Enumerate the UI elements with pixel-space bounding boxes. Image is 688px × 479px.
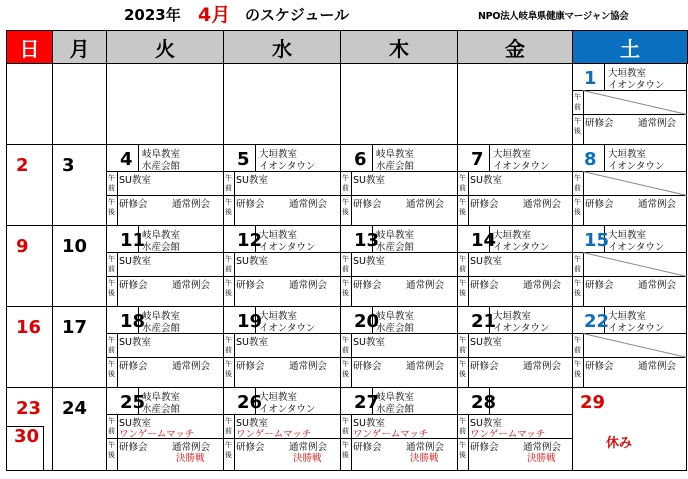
kenshu-label: 研修会 — [585, 118, 614, 129]
grid-line — [117, 414, 118, 471]
kenshu-label: 研修会 — [585, 280, 614, 291]
reikai-label: 通常例会 — [406, 361, 445, 372]
am-label: 午 — [459, 336, 466, 344]
grid-line — [6, 225, 687, 226]
final-match: 決勝戦 — [176, 453, 205, 464]
grid-line — [223, 64, 224, 471]
reikai-label: 通常例会 — [406, 442, 445, 453]
kenshu-label: 研修会 — [119, 442, 148, 453]
venue-location: イオンタウン — [259, 242, 316, 253]
day-number: 10 — [62, 236, 88, 257]
holiday-label: 休み — [606, 436, 633, 451]
pm-label: 午 — [225, 198, 232, 206]
strike-line — [583, 252, 687, 277]
grid-line — [340, 64, 341, 471]
pm-label: 後 — [459, 451, 466, 459]
pm-label: 後 — [225, 370, 232, 378]
su-class: SU教室 — [353, 256, 385, 267]
grid-line — [234, 252, 235, 307]
kenshu-label: 研修会 — [353, 280, 382, 291]
am-label: 前 — [108, 346, 115, 354]
grid-line — [351, 414, 352, 471]
su-class: SU教室 — [353, 175, 385, 186]
am-label: 前 — [574, 103, 581, 111]
day-number: 11 — [120, 230, 146, 251]
kenshu-label: 研修会 — [119, 280, 148, 291]
am-label: 前 — [459, 265, 466, 273]
venue-name: 大垣教室 — [493, 230, 532, 241]
day-number: 12 — [237, 230, 263, 251]
reikai-label: 通常例会 — [523, 442, 562, 453]
weekday-header-thu: 木 — [340, 30, 458, 64]
venue-location: イオンタウン — [493, 161, 550, 172]
pm-label: 午 — [459, 279, 466, 287]
kenshu-label: 研修会 — [470, 199, 499, 210]
reikai-label: 通常例会 — [172, 361, 211, 372]
reikai-label: 通常例会 — [172, 199, 211, 210]
reikai-label: 通常例会 — [523, 199, 562, 210]
weekday-header-tue: 火 — [106, 30, 224, 64]
strike-line — [583, 333, 687, 358]
day-number: 19 — [237, 311, 263, 332]
am-label: 前 — [225, 265, 232, 273]
su-class: SU教室 — [470, 418, 502, 429]
kenshu-label: 研修会 — [236, 361, 265, 372]
grid-line — [604, 64, 605, 90]
grid-line — [686, 64, 687, 471]
am-label: 前 — [342, 427, 349, 435]
pm-label: 午 — [574, 117, 581, 125]
venue-location: イオンタウン — [608, 242, 665, 253]
am-label: 前 — [342, 184, 349, 192]
venue-location: イオンタウン — [608, 323, 665, 334]
one-game-match: ワンゲームマッチ — [470, 429, 546, 440]
day-number: 6 — [354, 149, 367, 170]
one-game-match: ワンゲームマッチ — [353, 429, 429, 440]
reikai-label: 通常例会 — [172, 280, 211, 291]
pm-label: 後 — [108, 208, 115, 216]
am-label: 前 — [225, 346, 232, 354]
su-class: SU教室 — [236, 418, 268, 429]
am-label: 前 — [459, 427, 466, 435]
venue-name: 大垣教室 — [493, 149, 532, 160]
venue-location: イオンタウン — [608, 80, 665, 91]
final-match: 決勝戦 — [527, 453, 556, 464]
pm-label: 午 — [342, 279, 349, 287]
grid-line — [234, 171, 235, 226]
grid-line — [583, 90, 584, 145]
pm-label: 午 — [459, 198, 466, 206]
am-label: 午 — [225, 417, 232, 425]
venue-name: 大垣教室 — [493, 311, 532, 322]
reikai-label: 通常例会 — [638, 199, 677, 210]
reikai-label: 通常例会 — [406, 280, 445, 291]
venue-location: 水産会館 — [376, 323, 415, 334]
day-number: 30 — [14, 426, 40, 447]
day-number: 24 — [62, 398, 88, 419]
pm-label: 後 — [108, 370, 115, 378]
am-label: 午 — [108, 174, 115, 182]
am-label: 午 — [342, 174, 349, 182]
venue-name: 岐阜教室 — [376, 230, 415, 241]
venue-location: 水産会館 — [142, 404, 181, 415]
pm-label: 後 — [342, 370, 349, 378]
pm-label: 午 — [342, 441, 349, 449]
su-class: SU教室 — [119, 337, 151, 348]
am-label: 前 — [574, 184, 581, 192]
am-label: 午 — [574, 174, 581, 182]
pm-label: 後 — [574, 127, 581, 135]
venue-name: 岐阜教室 — [142, 230, 181, 241]
kenshu-label: 研修会 — [585, 199, 614, 210]
pm-label: 午 — [342, 198, 349, 206]
day-number: 25 — [120, 392, 146, 413]
kenshu-label: 研修会 — [236, 442, 265, 453]
su-class: SU教室 — [236, 175, 268, 186]
day-number: 23 — [16, 398, 42, 419]
weekday-header-sat: 土 — [572, 30, 688, 64]
grid-line — [255, 145, 256, 171]
pm-label: 午 — [225, 279, 232, 287]
kenshu-label: 研修会 — [470, 361, 499, 372]
grid-line — [6, 144, 687, 145]
day-number: 14 — [471, 230, 497, 251]
weekday-header-wed: 水 — [223, 30, 341, 64]
grid-line — [583, 333, 584, 388]
pm-label: 後 — [225, 289, 232, 297]
venue-location: 水産会館 — [376, 161, 415, 172]
su-class: SU教室 — [236, 337, 268, 348]
am-label: 午 — [108, 336, 115, 344]
day-number: 20 — [354, 311, 380, 332]
am-label: 前 — [574, 346, 581, 354]
kenshu-label: 研修会 — [119, 199, 148, 210]
kenshu-label: 研修会 — [353, 199, 382, 210]
venue-location: 水産会館 — [142, 161, 181, 172]
grid-line — [6, 306, 687, 307]
venue-location: イオンタウン — [493, 323, 550, 334]
am-label: 前 — [459, 346, 466, 354]
am-label: 午 — [574, 93, 581, 101]
pm-label: 午 — [574, 279, 581, 287]
grid-line — [583, 252, 584, 307]
venue-name: 大垣教室 — [259, 230, 298, 241]
reikai-label: 通常例会 — [289, 442, 328, 453]
schedule-title: のスケジュール — [245, 6, 350, 24]
pm-label: 後 — [225, 208, 232, 216]
grid-line — [468, 333, 469, 388]
pm-label: 後 — [108, 289, 115, 297]
one-game-match: ワンゲームマッチ — [236, 429, 312, 440]
venue-location: イオンタウン — [493, 242, 550, 253]
am-label: 午 — [574, 336, 581, 344]
pm-label: 午 — [108, 279, 115, 287]
grid-line — [468, 414, 469, 471]
reikai-label: 通常例会 — [289, 280, 328, 291]
kenshu-label: 研修会 — [236, 199, 265, 210]
calendar-year: 2023年 — [124, 6, 181, 24]
day-number: 28 — [471, 392, 497, 413]
venue-name: 岐阜教室 — [142, 149, 181, 160]
pm-label: 後 — [108, 451, 115, 459]
pm-label: 午 — [108, 198, 115, 206]
grid-line — [583, 171, 584, 226]
reikai-label: 通常例会 — [289, 361, 328, 372]
day-number: 27 — [354, 392, 380, 413]
am-label: 午 — [108, 255, 115, 263]
venue-name: 大垣教室 — [608, 149, 647, 160]
pm-label: 午 — [459, 441, 466, 449]
grid-line — [468, 252, 469, 307]
venue-location: 水産会館 — [142, 323, 181, 334]
day-number: 21 — [471, 311, 497, 332]
venue-location: イオンタウン — [608, 161, 665, 172]
calendar-month: 4月 — [198, 4, 231, 26]
one-game-match: ワンゲームマッチ — [119, 429, 195, 440]
am-label: 午 — [225, 255, 232, 263]
venue-location: イオンタウン — [259, 323, 316, 334]
su-class: SU教室 — [470, 337, 502, 348]
venue-name: 岐阜教室 — [142, 311, 181, 322]
grid-line — [43, 426, 44, 471]
final-match: 決勝戦 — [293, 453, 322, 464]
reikai-label: 通常例会 — [172, 442, 211, 453]
day-number: 3 — [62, 155, 75, 176]
am-label: 午 — [342, 336, 349, 344]
grid-line — [372, 145, 373, 171]
pm-label: 午 — [459, 360, 466, 368]
venue-name: 大垣教室 — [259, 311, 298, 322]
grid-line — [106, 64, 107, 471]
reikai-label: 通常例会 — [289, 199, 328, 210]
am-label: 前 — [225, 427, 232, 435]
grid-line — [117, 171, 118, 226]
grid-line — [457, 64, 458, 471]
pm-label: 後 — [459, 289, 466, 297]
pm-label: 後 — [342, 451, 349, 459]
grid-line — [234, 414, 235, 471]
grid-line — [117, 333, 118, 388]
su-class: SU教室 — [119, 256, 151, 267]
strike-line — [583, 171, 687, 196]
reikai-label: 通常例会 — [638, 280, 677, 291]
am-label: 前 — [342, 346, 349, 354]
weekday-header-sun: 日 — [6, 30, 53, 64]
grid-line — [52, 64, 53, 471]
pm-label: 後 — [342, 208, 349, 216]
su-class: SU教室 — [236, 256, 268, 267]
am-label: 午 — [459, 255, 466, 263]
pm-label: 後 — [574, 370, 581, 378]
day-number: 9 — [16, 236, 29, 257]
kenshu-label: 研修会 — [470, 280, 499, 291]
pm-label: 午 — [574, 198, 581, 206]
am-label: 午 — [108, 417, 115, 425]
am-label: 前 — [108, 427, 115, 435]
day-number: 13 — [354, 230, 380, 251]
kenshu-label: 研修会 — [353, 361, 382, 372]
pm-label: 午 — [225, 441, 232, 449]
day-number: 1 — [584, 68, 597, 89]
reikai-label: 通常例会 — [638, 361, 677, 372]
su-class: SU教室 — [119, 175, 151, 186]
am-label: 午 — [225, 336, 232, 344]
venue-name: 大垣教室 — [259, 392, 298, 403]
day-number: 4 — [120, 149, 133, 170]
venue-name: 岐阜教室 — [376, 149, 415, 160]
kenshu-label: 研修会 — [236, 280, 265, 291]
am-label: 前 — [459, 184, 466, 192]
day-number: 5 — [237, 149, 250, 170]
pm-label: 後 — [342, 289, 349, 297]
weekday-header-mon: 月 — [52, 30, 107, 64]
weekday-header-fri: 金 — [457, 30, 573, 64]
pm-label: 後 — [574, 289, 581, 297]
grid-line — [572, 64, 573, 471]
am-label: 前 — [225, 184, 232, 192]
grid-line — [351, 171, 352, 226]
pm-label: 後 — [225, 451, 232, 459]
venue-location: 水産会館 — [142, 242, 181, 253]
kenshu-label: 研修会 — [470, 442, 499, 453]
strike-line — [583, 90, 687, 115]
am-label: 午 — [574, 255, 581, 263]
kenshu-label: 研修会 — [585, 361, 614, 372]
am-label: 前 — [574, 265, 581, 273]
day-number: 29 — [580, 392, 606, 413]
venue-name: 岐阜教室 — [376, 311, 415, 322]
grid-line — [234, 333, 235, 388]
pm-label: 午 — [342, 360, 349, 368]
kenshu-label: 研修会 — [119, 361, 148, 372]
day-number: 7 — [471, 149, 484, 170]
pm-label: 午 — [108, 441, 115, 449]
grid-line — [489, 145, 490, 171]
day-number: 16 — [16, 317, 42, 338]
venue-name: 大垣教室 — [608, 68, 647, 79]
pm-label: 後 — [459, 370, 466, 378]
grid-line — [6, 64, 7, 471]
am-label: 午 — [342, 255, 349, 263]
pm-label: 午 — [574, 360, 581, 368]
reikai-label: 通常例会 — [523, 361, 562, 372]
day-number: 15 — [584, 230, 610, 251]
am-label: 前 — [342, 265, 349, 273]
day-number: 8 — [584, 149, 597, 170]
grid-line — [468, 171, 469, 226]
venue-location: 水産会館 — [376, 404, 415, 415]
pm-label: 午 — [108, 360, 115, 368]
am-label: 午 — [342, 417, 349, 425]
grid-line — [117, 252, 118, 307]
venue-name: 岐阜教室 — [142, 392, 181, 403]
day-number: 22 — [584, 311, 610, 332]
su-class: SU教室 — [353, 337, 385, 348]
venue-name: 大垣教室 — [608, 230, 647, 241]
venue-location: イオンタウン — [259, 161, 316, 172]
venue-name: 大垣教室 — [608, 311, 647, 322]
venue-name: 大垣教室 — [259, 149, 298, 160]
pm-label: 後 — [459, 208, 466, 216]
grid-line — [351, 252, 352, 307]
grid-line — [6, 387, 687, 388]
am-label: 午 — [225, 174, 232, 182]
day-number: 17 — [62, 317, 88, 338]
calendar-grid — [6, 30, 687, 471]
day-number: 18 — [120, 311, 146, 332]
kenshu-label: 研修会 — [353, 442, 382, 453]
pm-label: 後 — [574, 208, 581, 216]
su-class: SU教室 — [470, 256, 502, 267]
pm-label: 午 — [225, 360, 232, 368]
day-number: 26 — [237, 392, 263, 413]
am-label: 前 — [108, 265, 115, 273]
final-match: 決勝戦 — [410, 453, 439, 464]
grid-line — [138, 145, 139, 171]
reikai-label: 通常例会 — [406, 199, 445, 210]
su-class: SU教室 — [353, 418, 385, 429]
venue-location: イオンタウン — [259, 404, 316, 415]
venue-name: 岐阜教室 — [376, 392, 415, 403]
am-label: 前 — [108, 184, 115, 192]
su-class: SU教室 — [470, 175, 502, 186]
venue-location: 水産会館 — [376, 242, 415, 253]
day-number: 2 — [16, 155, 29, 176]
su-class: SU教室 — [119, 418, 151, 429]
grid-line — [6, 470, 687, 471]
organization-name: NPO法人岐阜県健康マージャン協会 — [478, 11, 629, 22]
grid-line — [351, 333, 352, 388]
grid-line — [604, 145, 605, 171]
am-label: 午 — [459, 174, 466, 182]
reikai-label: 通常例会 — [638, 118, 677, 129]
reikai-label: 通常例会 — [523, 280, 562, 291]
am-label: 午 — [459, 417, 466, 425]
